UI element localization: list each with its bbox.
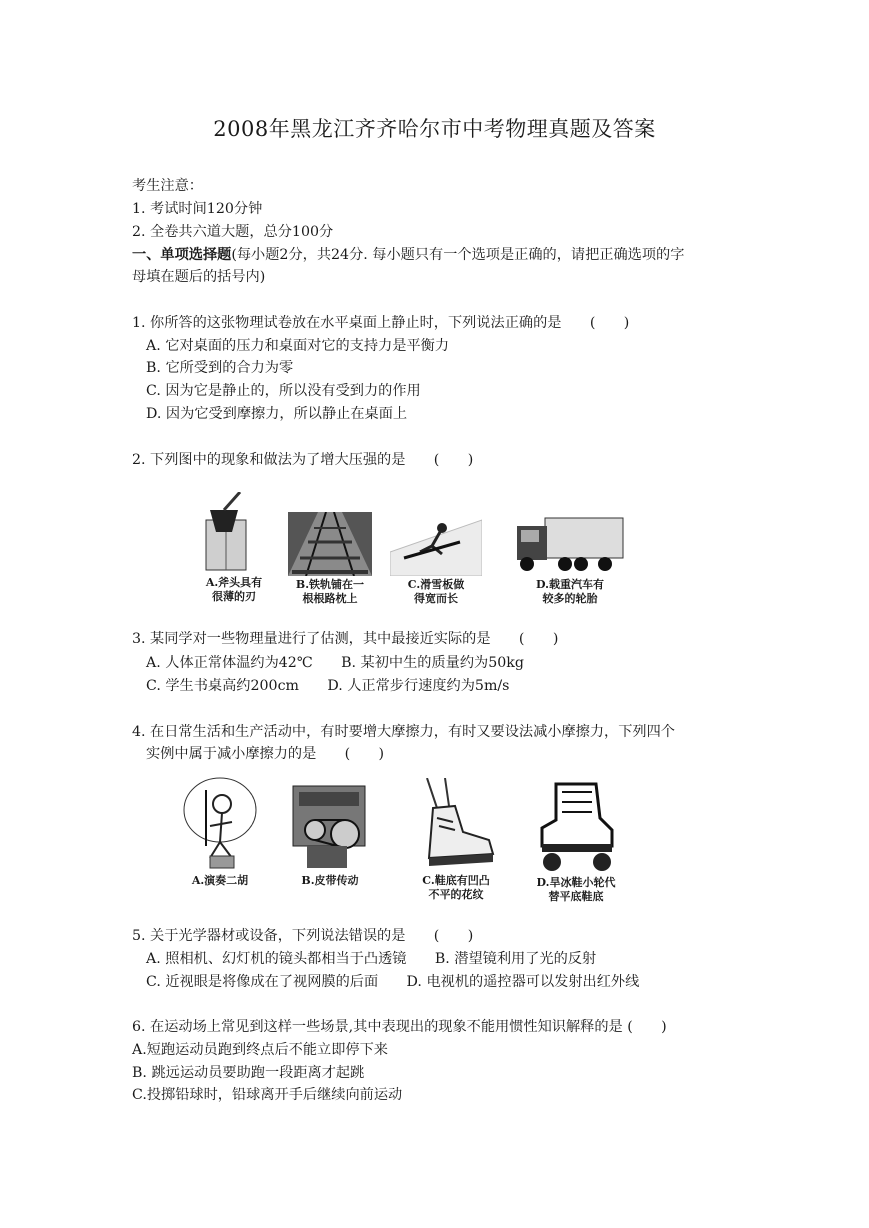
truck-illustration: [515, 512, 625, 576]
section1-header: [132, 245, 684, 265]
q4-figure-b: [287, 778, 395, 888]
notice-item-2: 2. 全卷共六道大题，总分100分: [132, 224, 334, 240]
q1-option-d: D. 因为它受到摩擦力，所以静止在桌面上: [146, 406, 408, 422]
q2-caption-c: C.滑雪板做 得宽而长: [407, 578, 465, 605]
q6-option-c: C.投掷铅球时，铅球离开手后继续向前运动: [132, 1087, 403, 1103]
q4-figure-a: [180, 776, 288, 888]
shoe-sole-illustration: [415, 778, 497, 872]
q2-caption-b: B.铁轨铺在一 根根路枕上: [295, 578, 365, 605]
q4-caption-c: C.鞋底有凹凸 不平的花纹: [422, 874, 490, 901]
q4-stem: 4. 在日常生活和生产活动中，有时要增大摩擦力，有时又要设法减小摩擦力，下列四个: [132, 724, 675, 740]
q4-figure-c: [415, 778, 523, 902]
q2-stem: 2. 下列图中的现象和做法为了增大压强的是 ( ): [132, 452, 474, 468]
q4-caption-b: B.皮带传动: [301, 874, 359, 887]
q2-figure-d: [515, 512, 623, 606]
q3-options-row2: C. 学生书桌高约200cm D. 人正常步行速度约为5m/s: [146, 678, 510, 694]
erhu-player-illustration: [180, 776, 260, 872]
roller-skate-illustration: [532, 778, 618, 874]
q1-stem: 1. 你所答的这张物理试卷放在水平桌面上静止时，下列说法正确的是 ( ): [132, 315, 630, 331]
section1-desc-cont: 母填在题后的括号内): [132, 269, 266, 285]
notice-item-1: 1. 考试时间120分钟: [132, 201, 263, 217]
q4-stem-cont: 实例中属于减小摩擦力的是 ( ): [146, 746, 385, 762]
q1-option-a: A. 它对桌面的压力和桌面对它的支持力是平衡力: [146, 338, 450, 354]
railway-illustration: [288, 512, 372, 576]
q2-caption-a: A.斧头具有 很薄的刃: [205, 576, 263, 603]
q3-options-row1: A. 人体正常体温约为42℃ B. 某初中生的质量约为50kg: [146, 655, 524, 671]
q6-option-b: B. 跳远运动员要助跑一段距离才起跳: [132, 1065, 365, 1081]
q1-option-b: B. 它所受到的合力为零: [146, 360, 294, 376]
section1-desc: (每小题2分，共24分. 每小题只有一个选项是正确的，请把正确选项的字: [231, 247, 685, 263]
q4-figure-d: [532, 778, 640, 904]
q6-stem: 6. 在运动场上常见到这样一些场景,其中表现出的现象不能用惯性知识解释的是 ( ): [132, 1019, 667, 1035]
q5-stem: 5. 关于光学器材或设备，下列说法错误的是 ( ): [132, 928, 474, 944]
section1-heading: 一、单项选择题: [132, 247, 232, 263]
q1-option-c: C. 因为它是静止的，所以没有受到力的作用: [146, 383, 421, 399]
q2-figure-c: [390, 512, 498, 606]
q4-caption-d: D.旱冰鞋小轮代 替平底鞋底: [536, 876, 616, 903]
q5-options-row1: A. 照相机、幻灯机的镜头都相当于凸透镜 B. 潜望镜利用了光的反射: [146, 951, 597, 967]
axe-illustration: [180, 492, 288, 574]
q2-caption-d: D.载重汽车有 较多的轮胎: [536, 578, 604, 605]
notice-heading: 考生注意：: [132, 178, 203, 194]
q3-stem: 3. 某同学对一些物理量进行了估测，其中最接近实际的是 ( ): [132, 631, 559, 647]
q2-figure-a: [180, 492, 288, 604]
page-title: 2008年黑龙江齐齐哈尔市中考物理真题及答案: [213, 117, 656, 141]
engine-belt-illustration: [287, 778, 373, 872]
skier-illustration: [390, 512, 482, 576]
q6-option-a: A.短跑运动员跑到终点后不能立即停下来: [132, 1042, 388, 1058]
q2-figure-b: [288, 512, 396, 606]
q5-options-row2: C. 近视眼是将像成在了视网膜的后面 D. 电视机的遥控器可以发射出红外线: [146, 974, 640, 990]
q4-caption-a: A.演奏二胡: [191, 874, 249, 887]
